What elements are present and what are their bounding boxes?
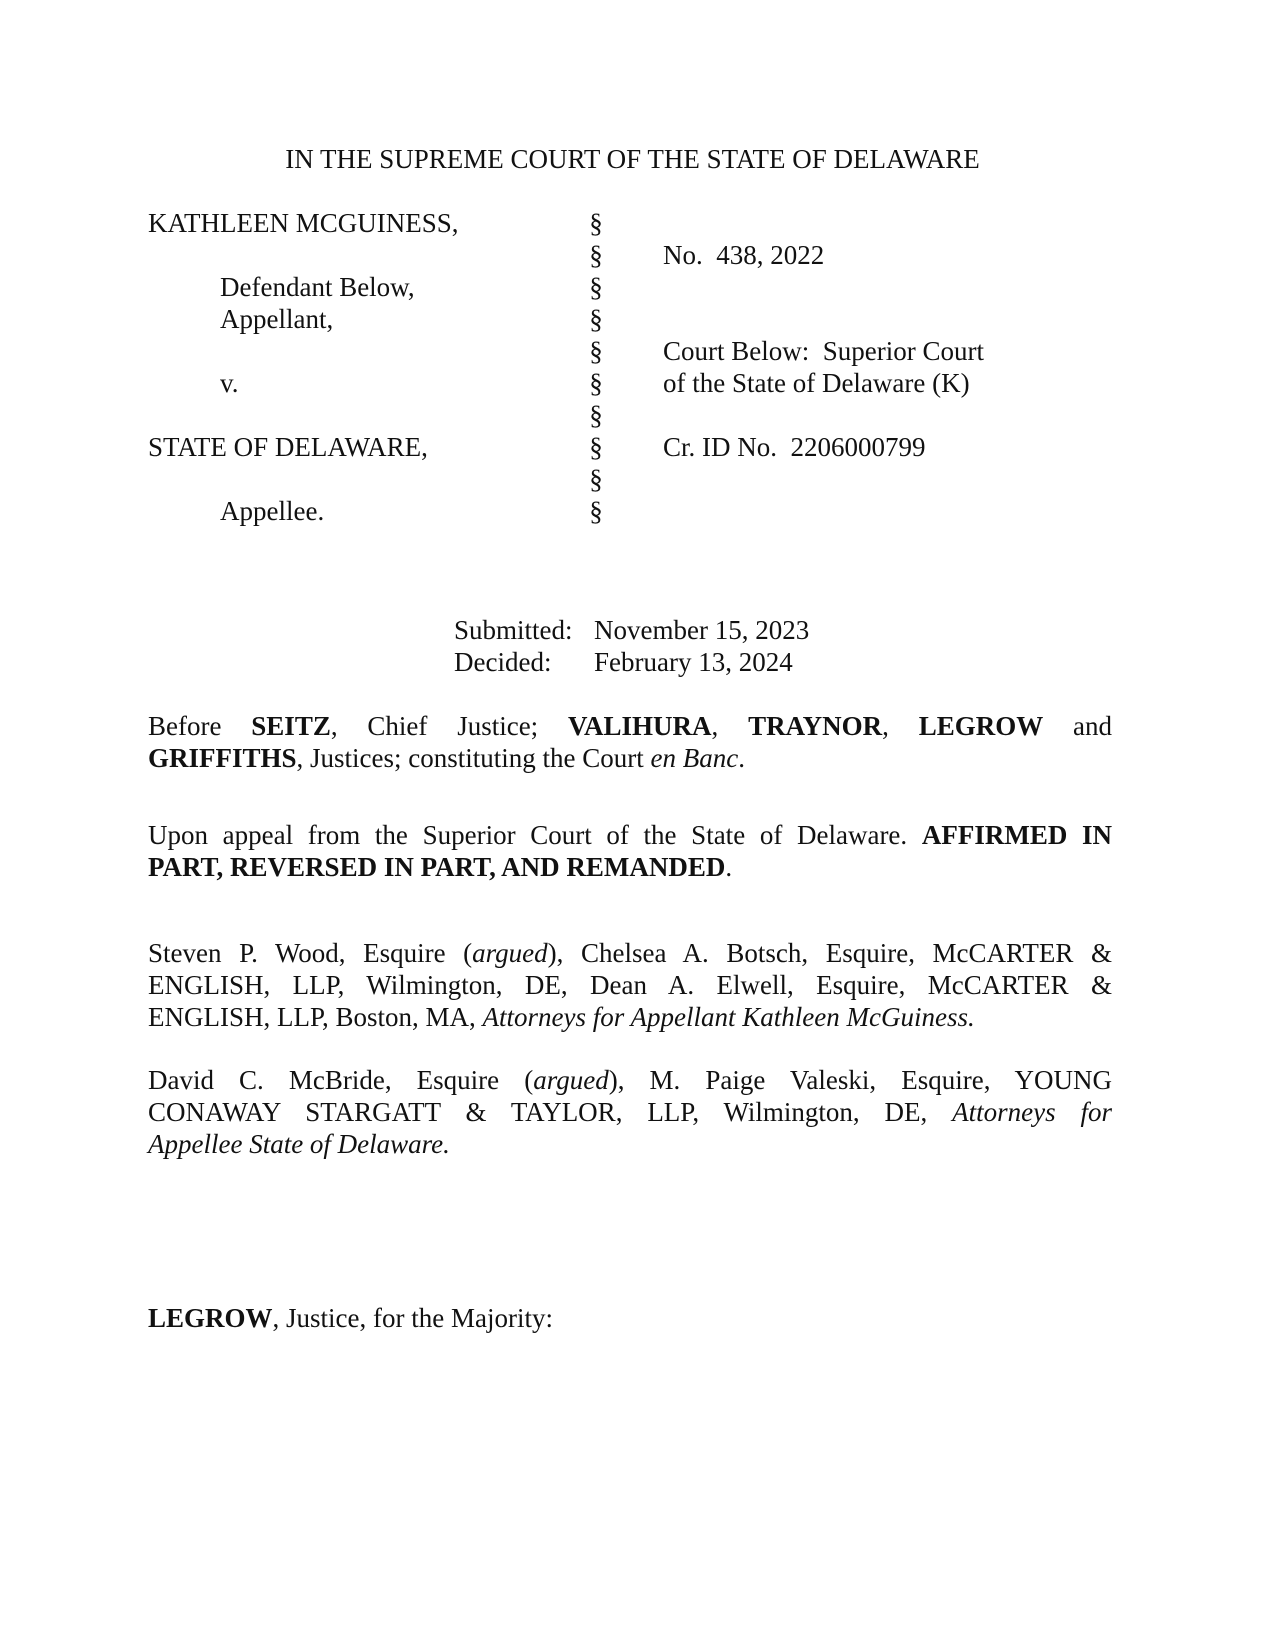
panel-line-2: [148, 742, 1112, 774]
dates-block: [454, 614, 809, 678]
text-before: Before: [148, 711, 222, 741]
section-symbol: §: [589, 400, 603, 430]
section-symbol: §: [589, 464, 603, 494]
counsel-text: ENGLISH, LLP, Boston, MA,: [148, 1002, 476, 1032]
counsel-text: ), M. Paige Valeski, Esquire, YOUNG: [608, 1065, 1113, 1095]
counsel-text: David C. McBride, Esquire (: [148, 1065, 534, 1095]
panel-line-1: [148, 710, 1112, 742]
appeal-paragraph: [148, 819, 1112, 883]
appellee-counsel: [148, 1064, 1112, 1160]
section-symbol: §: [589, 496, 603, 526]
counsel-text: ), Chelsea A. Botsch, Esquire, McCARTER &: [547, 938, 1112, 968]
comma: ,: [882, 711, 889, 741]
opinion-author: [148, 1302, 553, 1334]
period: .: [725, 852, 733, 882]
section-symbol: §: [589, 208, 603, 238]
appellee-role: Appellee.: [220, 496, 325, 526]
period: .: [738, 743, 745, 773]
attorneys-for: Attorneys for: [952, 1097, 1112, 1127]
decided-label: Decided:: [454, 647, 552, 677]
section-symbol: §: [589, 272, 603, 302]
appellee-counsel-line-3: [148, 1128, 1112, 1160]
section-symbol: §: [589, 304, 603, 334]
decided-date: February 13, 2024: [594, 647, 793, 677]
appellant-role-2: Appellant,: [220, 304, 334, 334]
court-title: IN THE SUPREME COURT OF THE STATE OF DELAWARE: [285, 144, 980, 174]
holding-part-1: AFFIRMED IN: [921, 820, 1112, 850]
appeal-text: Upon appeal from the Superior Court of the State of Delaware.: [148, 820, 908, 850]
author-role: , Justice, for the Majority:: [272, 1303, 553, 1333]
versus: v.: [220, 368, 239, 398]
appellant-counsel: [148, 937, 1112, 1033]
text-and: and: [1073, 711, 1113, 741]
court-below-line-1: Court Below: Superior Court: [663, 336, 984, 366]
appellee-name: STATE OF DELAWARE,: [148, 432, 428, 462]
appeal-line-1: [148, 819, 1112, 851]
appellant-counsel-line-1: [148, 937, 1112, 969]
justice-legrow: LEGROW: [918, 711, 1044, 741]
section-symbol-column: [586, 207, 606, 527]
comma: ,: [711, 711, 719, 741]
appellant-counsel-line-2: [148, 969, 1112, 1001]
argued-text: argued: [472, 938, 548, 968]
counsel-text: Steven P. Wood, Esquire (: [148, 938, 473, 968]
justice-griffiths: GRIFFITHS: [148, 743, 297, 773]
section-symbol: §: [589, 432, 603, 462]
appellee-state: Appellee State of Delaware.: [148, 1129, 450, 1159]
court-below-line-2: of the State of Delaware (K): [663, 368, 970, 398]
submitted-label: Submitted:: [454, 615, 573, 645]
appellant-counsel-line-3: [148, 1001, 1112, 1033]
section-symbol: §: [589, 240, 603, 270]
counsel-text: ENGLISH, LLP, Wilmington, DE, Dean A. Elwell, Esquire, McCARTER &: [148, 970, 1112, 1000]
section-symbol: §: [589, 336, 603, 366]
appellant-role-1: Defendant Below,: [220, 272, 415, 302]
case-number: No. 438, 2022: [663, 240, 825, 270]
appeal-line-2: [148, 851, 1112, 883]
criminal-id: Cr. ID No. 2206000799: [663, 432, 926, 462]
text-chief-justice: , Chief Justice;: [330, 711, 539, 741]
argued-text: argued: [533, 1065, 609, 1095]
justice-traynor: TRAYNOR: [748, 711, 883, 741]
submitted-date: November 15, 2023: [594, 615, 810, 645]
attorneys-for-appellant: Attorneys for Appellant Kathleen McGuiness.: [482, 1002, 975, 1032]
section-symbol: §: [589, 368, 603, 398]
justice-seitz: SEITZ: [251, 711, 331, 741]
justice-valihura: VALIHURA: [568, 711, 712, 741]
author-name: LEGROW: [148, 1303, 273, 1333]
counsel-text: CONAWAY STARGATT & TAYLOR, LLP, Wilmington, DE,: [148, 1097, 928, 1127]
text-justices-en-banc: , Justices; constituting the Court: [296, 743, 644, 773]
panel-paragraph: [148, 710, 1112, 774]
appellant-name: KATHLEEN MCGUINESS,: [148, 208, 459, 238]
holding-part-2: PART, REVERSED IN PART, AND REMANDED: [148, 852, 726, 882]
appellee-counsel-line-1: [148, 1064, 1112, 1096]
appellee-counsel-line-2: [148, 1096, 1112, 1128]
text-en-banc: en Banc: [650, 743, 739, 773]
